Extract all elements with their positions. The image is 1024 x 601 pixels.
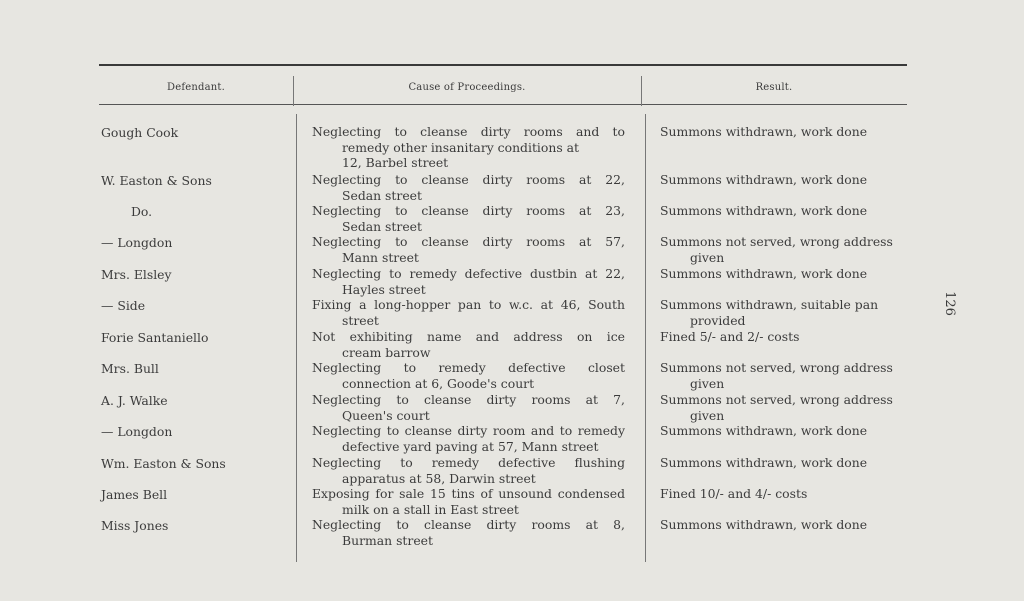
cause-line: defective yard paving at 57, Mann street (342, 438, 599, 454)
defendant-cell: Gough Cook (101, 125, 179, 140)
defendant-cell: Mrs. Bull (101, 361, 159, 376)
result-line: Summons not served, wrong address (660, 234, 893, 249)
cause-line: remedy other insanitary conditions at (342, 139, 580, 155)
result-cell (660, 486, 904, 502)
result-line: Summons withdrawn, work done (660, 203, 868, 218)
defendant-cell: — Longdon (101, 424, 173, 439)
result-line: Summons withdrawn, work done (660, 455, 868, 470)
cause-line: Fixing a long-hopper pan to w.c. at 46, South (312, 297, 625, 312)
cause-cell (312, 455, 625, 486)
result-line: Summons withdrawn, suitable pan (660, 297, 879, 312)
result-line: Fined 5/- and 2/- costs (660, 329, 800, 344)
result-line: Summons withdrawn, work done (660, 517, 868, 532)
result-line: Summons withdrawn, work done (660, 172, 868, 187)
result-cell (660, 360, 904, 391)
cause-line: connection at 6, Goode's court (342, 375, 535, 391)
cause-cell (312, 266, 625, 297)
cause-cell (312, 172, 625, 203)
result-line: Summons withdrawn, work done (660, 124, 868, 139)
cause-line: Neglecting to remedy defective closet (312, 360, 625, 375)
cause-line: Neglecting to cleanse dirty rooms and to (312, 124, 625, 139)
cause-cell (312, 392, 625, 423)
cause-cell (312, 329, 625, 360)
cause-line: Neglecting to cleanse dirty rooms at 22, (312, 172, 625, 187)
cause-line: Neglecting to cleanse dirty room and to remedy (312, 423, 625, 438)
column-divider-1 (296, 114, 297, 562)
cause-line: Queen's court (342, 407, 430, 423)
defendant-cell: W. Easton & Sons (101, 173, 212, 188)
column-header-defendant: Defendant. (167, 82, 225, 93)
cause-line: Sedan street (342, 218, 422, 234)
cause-cell (312, 234, 625, 265)
cause-line: street (342, 312, 379, 328)
result-line: Summons withdrawn, work done (660, 266, 868, 281)
cause-cell (312, 360, 625, 391)
defendant-cell: Wm. Easton & Sons (101, 456, 226, 471)
page-number: 126 (941, 291, 957, 316)
defendant-cell: Miss Jones (101, 518, 169, 533)
result-cell (660, 455, 904, 471)
column-header-cause: Cause of Proceedings. (408, 82, 526, 93)
defendant-cell: Forie Santaniello (101, 330, 209, 345)
cause-line: Mann street (342, 249, 419, 265)
result-line: Summons not served, wrong address (660, 360, 893, 375)
header-rule (99, 104, 907, 105)
cause-line: Exposing for sale 15 tins of unsound condensed (312, 486, 625, 501)
column-header-result: Result. (755, 82, 793, 93)
top-rule (99, 64, 907, 66)
defendant-cell: — Longdon (101, 235, 173, 250)
result-line: Summons withdrawn, work done (660, 423, 868, 438)
defendant-cell: Do. (131, 204, 153, 219)
cause-line: Neglecting to remedy defective flushing (312, 455, 625, 470)
cause-cell (312, 486, 625, 517)
column-divider-2 (645, 114, 646, 562)
cause-line: Sedan street (342, 187, 422, 203)
result-cell (660, 392, 904, 423)
cause-line: Neglecting to cleanse dirty rooms at 8, (312, 517, 625, 532)
cause-cell (312, 297, 625, 328)
result-cell (660, 517, 904, 533)
cause-line: apparatus at 58, Darwin street (342, 470, 536, 486)
result-line: given (690, 249, 725, 265)
cause-line: Neglecting to remedy defective dustbin at 22, (312, 266, 625, 281)
defendant-cell: James Bell (101, 487, 168, 502)
cause-line: Neglecting to cleanse dirty rooms at 7, (312, 392, 625, 407)
cause-cell (312, 517, 625, 548)
cause-line: Burman street (342, 532, 433, 548)
result-line: Fined 10/- and 4/- costs (660, 486, 808, 501)
result-line: provided (690, 312, 746, 328)
result-cell (660, 203, 904, 219)
result-cell (660, 124, 904, 140)
result-cell (660, 266, 904, 282)
cause-cell (312, 423, 625, 454)
defendant-cell: A. J. Walke (101, 393, 168, 408)
result-cell (660, 234, 904, 265)
result-cell (660, 297, 904, 328)
cause-line: Hayles street (342, 281, 426, 297)
result-line: Summons not served, wrong address (660, 392, 893, 407)
result-cell (660, 329, 904, 345)
defendant-cell: Mrs. Elsley (101, 267, 172, 282)
cause-cell (312, 203, 625, 234)
result-cell (660, 172, 904, 188)
cause-line: 12, Barbel street (342, 155, 449, 170)
cause-line: milk on a stall in East street (342, 501, 519, 517)
result-line: given (690, 375, 725, 391)
cause-cell (312, 124, 625, 171)
cause-line: Not exhibiting name and address on ice (312, 329, 625, 344)
cause-line: Neglecting to cleanse dirty rooms at 57, (312, 234, 625, 249)
result-cell (660, 423, 904, 439)
cause-line: Neglecting to cleanse dirty rooms at 23, (312, 203, 625, 218)
defendant-cell: — Side (101, 298, 146, 313)
result-line: given (690, 407, 725, 423)
cause-line: cream barrow (342, 344, 431, 360)
